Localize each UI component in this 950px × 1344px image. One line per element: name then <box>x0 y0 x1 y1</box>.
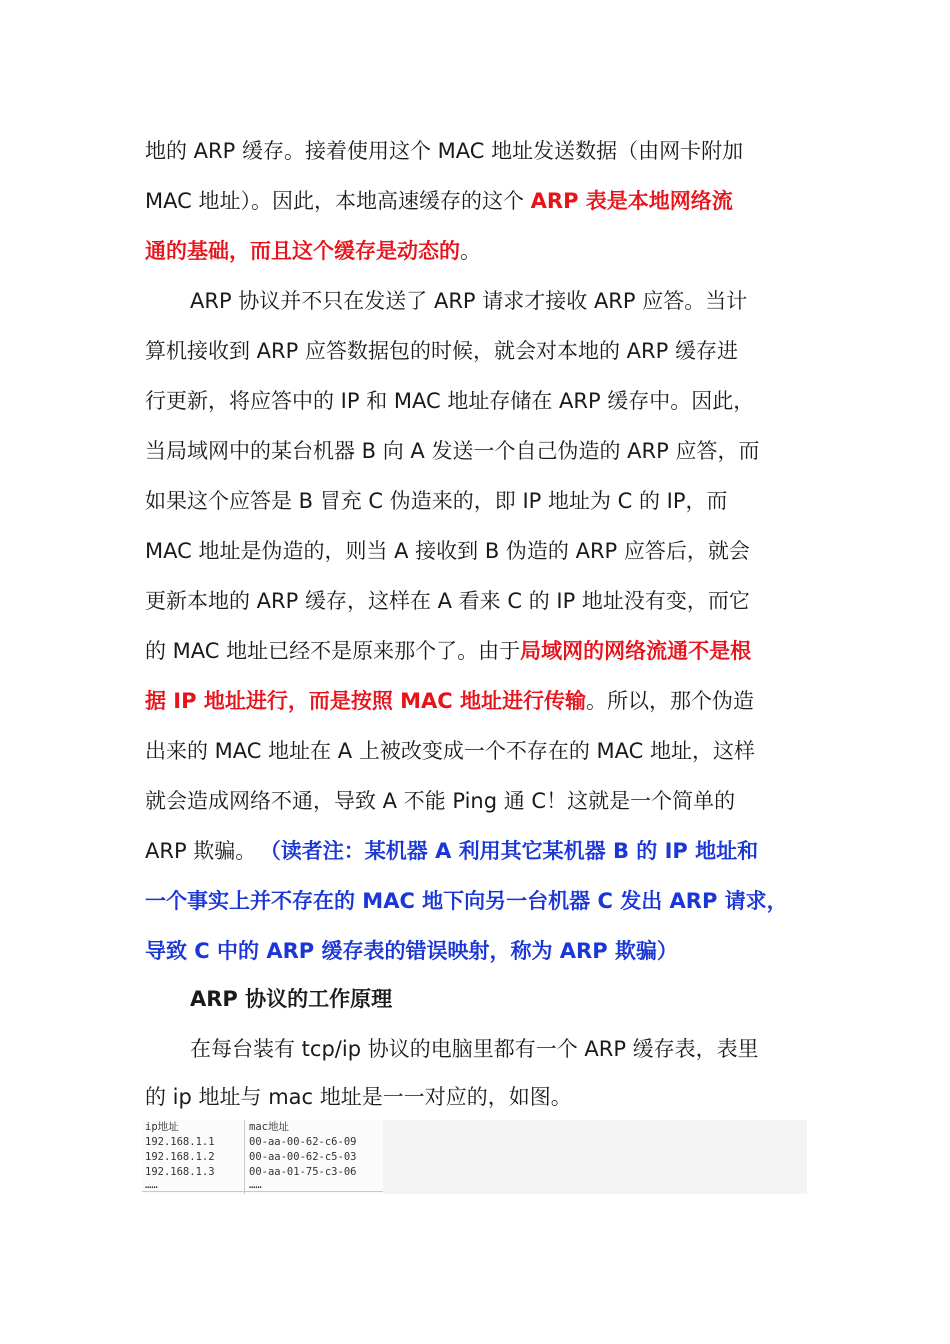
table-cell-mac: 00-aa-00-62-c6-09 <box>249 1136 357 1148</box>
para2-line12-text: ARP 欺骗。 <box>145 839 257 863</box>
reader-note-line3: 导致 C 中的 ARP 缓存表的错误映射，称为 ARP 欺骗） <box>145 939 678 963</box>
table-header-ip: ip地址 <box>145 1121 179 1133</box>
para1-line2 <box>145 186 815 216</box>
table-header-mac: mac地址 <box>249 1121 289 1133</box>
table-column-divider <box>244 1120 245 1194</box>
para2-line10: 出来的 MAC 地址在 A 上被改变成一个不存在的 MAC 地址，这样 <box>145 739 755 763</box>
para2-line9-text: 。所以，那个伪造 <box>586 689 755 713</box>
section-heading: ARP 协议的工作原理 <box>190 987 393 1011</box>
section-line2: 的 ip 地址与 mac 地址是一一对应的，如图。 <box>145 1085 572 1109</box>
para2-line7: 更新本地的 ARP 缓存，这样在 A 看来 C 的 IP 地址没有变，而它 <box>145 589 750 613</box>
para1-line2-highlight: ARP 表是本地网络流 <box>530 189 733 213</box>
para1-line3 <box>145 236 815 266</box>
para2-line5: 如果这个应答是 B 冒充 C 伪造来的，即 IP 地址为 C 的 IP，而 <box>145 489 728 513</box>
para1-line1: 地的 ARP 缓存。接着使用这个 MAC 地址发送数据（由网卡附加 <box>145 139 744 163</box>
para2-line4: 当局域网中的某台机器 B 向 A 发送一个自己伪造的 ARP 应答，而 <box>145 439 760 463</box>
para2-line2: 算机接收到 ARP 应答数据包的时候，就会对本地的 ARP 缓存进 <box>145 339 738 363</box>
reader-note-start: （读者注：某机器 A 利用其它某机器 B 的 IP 地址和 <box>270 839 759 863</box>
reader-note-line2: 一个事实上并不存在的 MAC 地下向另一台机器 C 发出 ARP 请求， <box>145 889 788 913</box>
para2-line11: 就会造成网络不通，导致 A 不能 Ping 通 C！这就是一个简单的 <box>145 789 736 813</box>
table-cell-mac: 00-aa-00-62-c5-03 <box>249 1151 357 1163</box>
para2-line3: 行更新，将应答中的 IP 和 MAC 地址存储在 ARP 缓存中。因此， <box>145 389 755 413</box>
table-cell-ip: 192.168.1.1 <box>145 1136 215 1148</box>
para1-line2-text: MAC 地址）。因此，本地高速缓存的这个 <box>145 189 531 213</box>
para1-line3-text: 。 <box>460 239 481 263</box>
section-line1: 在每台装有 tcp/ip 协议的电脑里都有一个 ARP 缓存表，表里 <box>190 1037 759 1061</box>
arp-table-figure <box>142 1120 807 1194</box>
para2-line9-highlight: 据 IP 地址进行，而是按照 MAC 地址进行传输 <box>145 689 587 713</box>
arp-table <box>142 1120 383 1194</box>
para2-line8-text: 的 MAC 地址已经不是原来那个了。由于 <box>145 639 521 663</box>
para2-line8 <box>145 636 815 666</box>
para2-line1: ARP 协议并不只在发送了 ARP 请求才接收 ARP 应答。当计 <box>190 289 748 313</box>
table-cell-mac: 00-aa-01-75-c3-06 <box>249 1166 357 1178</box>
table-cell-mac: …… <box>249 1179 262 1191</box>
para2-line9 <box>145 686 815 716</box>
table-bottom-divider <box>142 1191 383 1192</box>
para2-line8-highlight: 局域网的网络流通不是根 <box>520 639 752 663</box>
table-cell-ip: …… <box>145 1179 158 1191</box>
para2-line12 <box>145 836 815 866</box>
para1-line3-highlight: 通的基础，而且这个缓存是动态的 <box>145 239 460 263</box>
para2-line6: MAC 地址是伪造的，则当 A 接收到 B 伪造的 ARP 应答后，就会 <box>145 539 750 563</box>
table-cell-ip: 192.168.1.3 <box>145 1166 215 1178</box>
table-cell-ip: 192.168.1.2 <box>145 1151 215 1163</box>
